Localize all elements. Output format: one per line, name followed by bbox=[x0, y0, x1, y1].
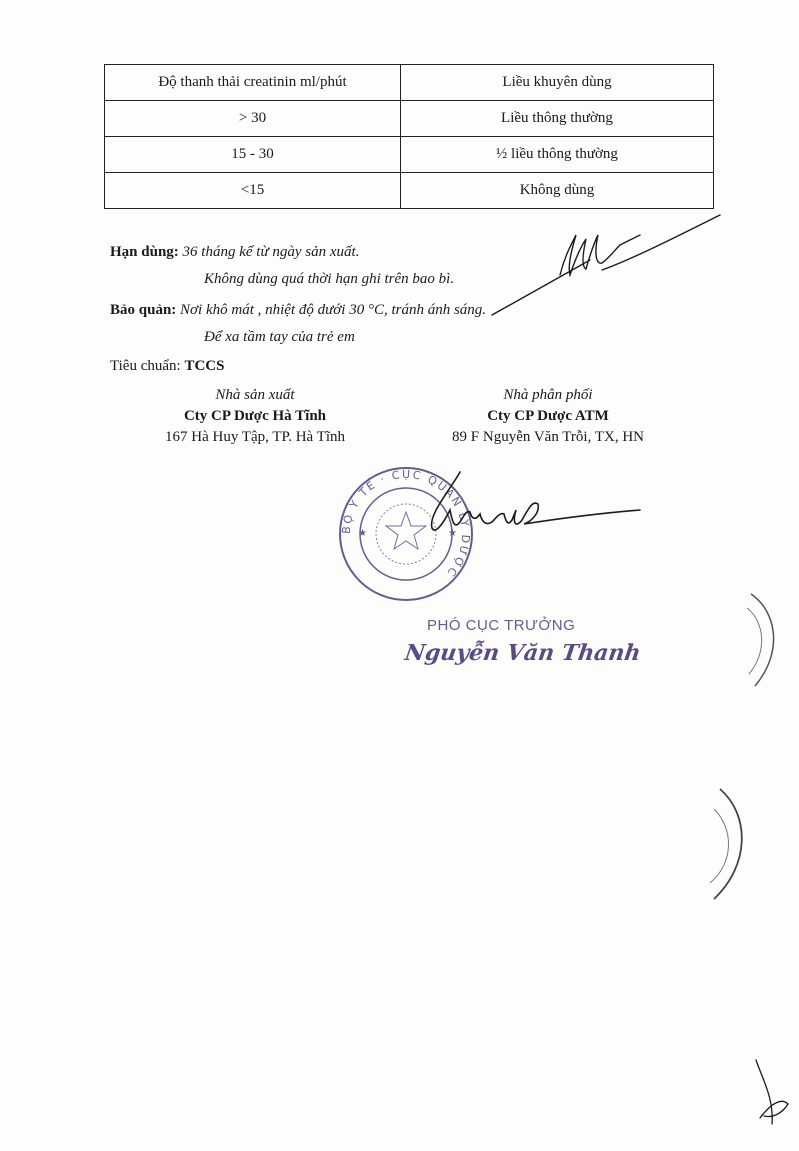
table-cell: > 30 bbox=[105, 101, 401, 137]
standard-label: Tiêu chuẩn: bbox=[110, 358, 181, 374]
signature bbox=[420, 470, 650, 540]
table-row bbox=[105, 173, 714, 209]
distributor-role: Nhà phân phối bbox=[503, 387, 593, 403]
signature-initials bbox=[490, 205, 730, 320]
distributor-block bbox=[418, 385, 678, 448]
official-title: PHÓ CỤC TRƯỞNG bbox=[427, 617, 576, 634]
expiry-label: Hạn dùng: bbox=[110, 244, 179, 260]
table-header-cell: Liều khuyên dùng bbox=[401, 65, 714, 101]
table-header-row bbox=[105, 65, 714, 101]
initials-mark bbox=[752, 1058, 792, 1128]
manufacturer-role: Nhà sản xuất bbox=[215, 387, 295, 403]
table-cell: 15 - 30 bbox=[105, 137, 401, 173]
svg-text:★: ★ bbox=[358, 528, 367, 539]
distributor-name: Cty CP Dược ATM bbox=[487, 408, 609, 424]
dosage-table bbox=[104, 64, 714, 209]
expiry-note: Không dùng quá thời hạn ghi trên bao bì. bbox=[204, 271, 455, 287]
stamp-text: BỘ Y TẾ · CỤC QUẢN LÝ DƯỢC bbox=[339, 467, 473, 581]
table-header-cell: Độ thanh thải creatinin ml/phút bbox=[105, 65, 401, 101]
table-row bbox=[105, 101, 714, 137]
edge-stamp-fragment bbox=[700, 785, 760, 905]
manufacturer-block bbox=[125, 385, 385, 448]
expiry-line bbox=[110, 244, 359, 261]
storage-label: Bảo quản: bbox=[110, 302, 177, 318]
storage-note: Để xa tầm tay của trẻ em bbox=[204, 329, 355, 345]
table-cell: Liều thông thường bbox=[401, 101, 714, 137]
table-cell: <15 bbox=[105, 173, 401, 209]
expiry-value: 36 tháng kể từ ngày sản xuất. bbox=[182, 244, 360, 260]
manufacturer-address: 167 Hà Huy Tập, TP. Hà Tĩnh bbox=[165, 429, 345, 445]
official-name-signature: Nguyễn Văn Thanh bbox=[403, 640, 643, 666]
svg-text:★: ★ bbox=[448, 528, 457, 539]
storage-value: Nơi khô mát , nhiệt độ dưới 30 °C, tránh ánh sáng. bbox=[180, 302, 487, 318]
storage-line bbox=[110, 302, 486, 319]
table-cell: Không dùng bbox=[401, 173, 714, 209]
standard-value: TCCS bbox=[184, 358, 225, 374]
standard-line bbox=[110, 358, 224, 375]
edge-stamp-fragment bbox=[745, 590, 799, 690]
manufacturer-name: Cty CP Dược Hà Tĩnh bbox=[183, 408, 327, 424]
table-cell: ½ liều thông thường bbox=[401, 137, 714, 173]
table-row bbox=[105, 137, 714, 173]
distributor-address: 89 F Nguyễn Văn Trỗi, TX, HN bbox=[452, 429, 644, 445]
